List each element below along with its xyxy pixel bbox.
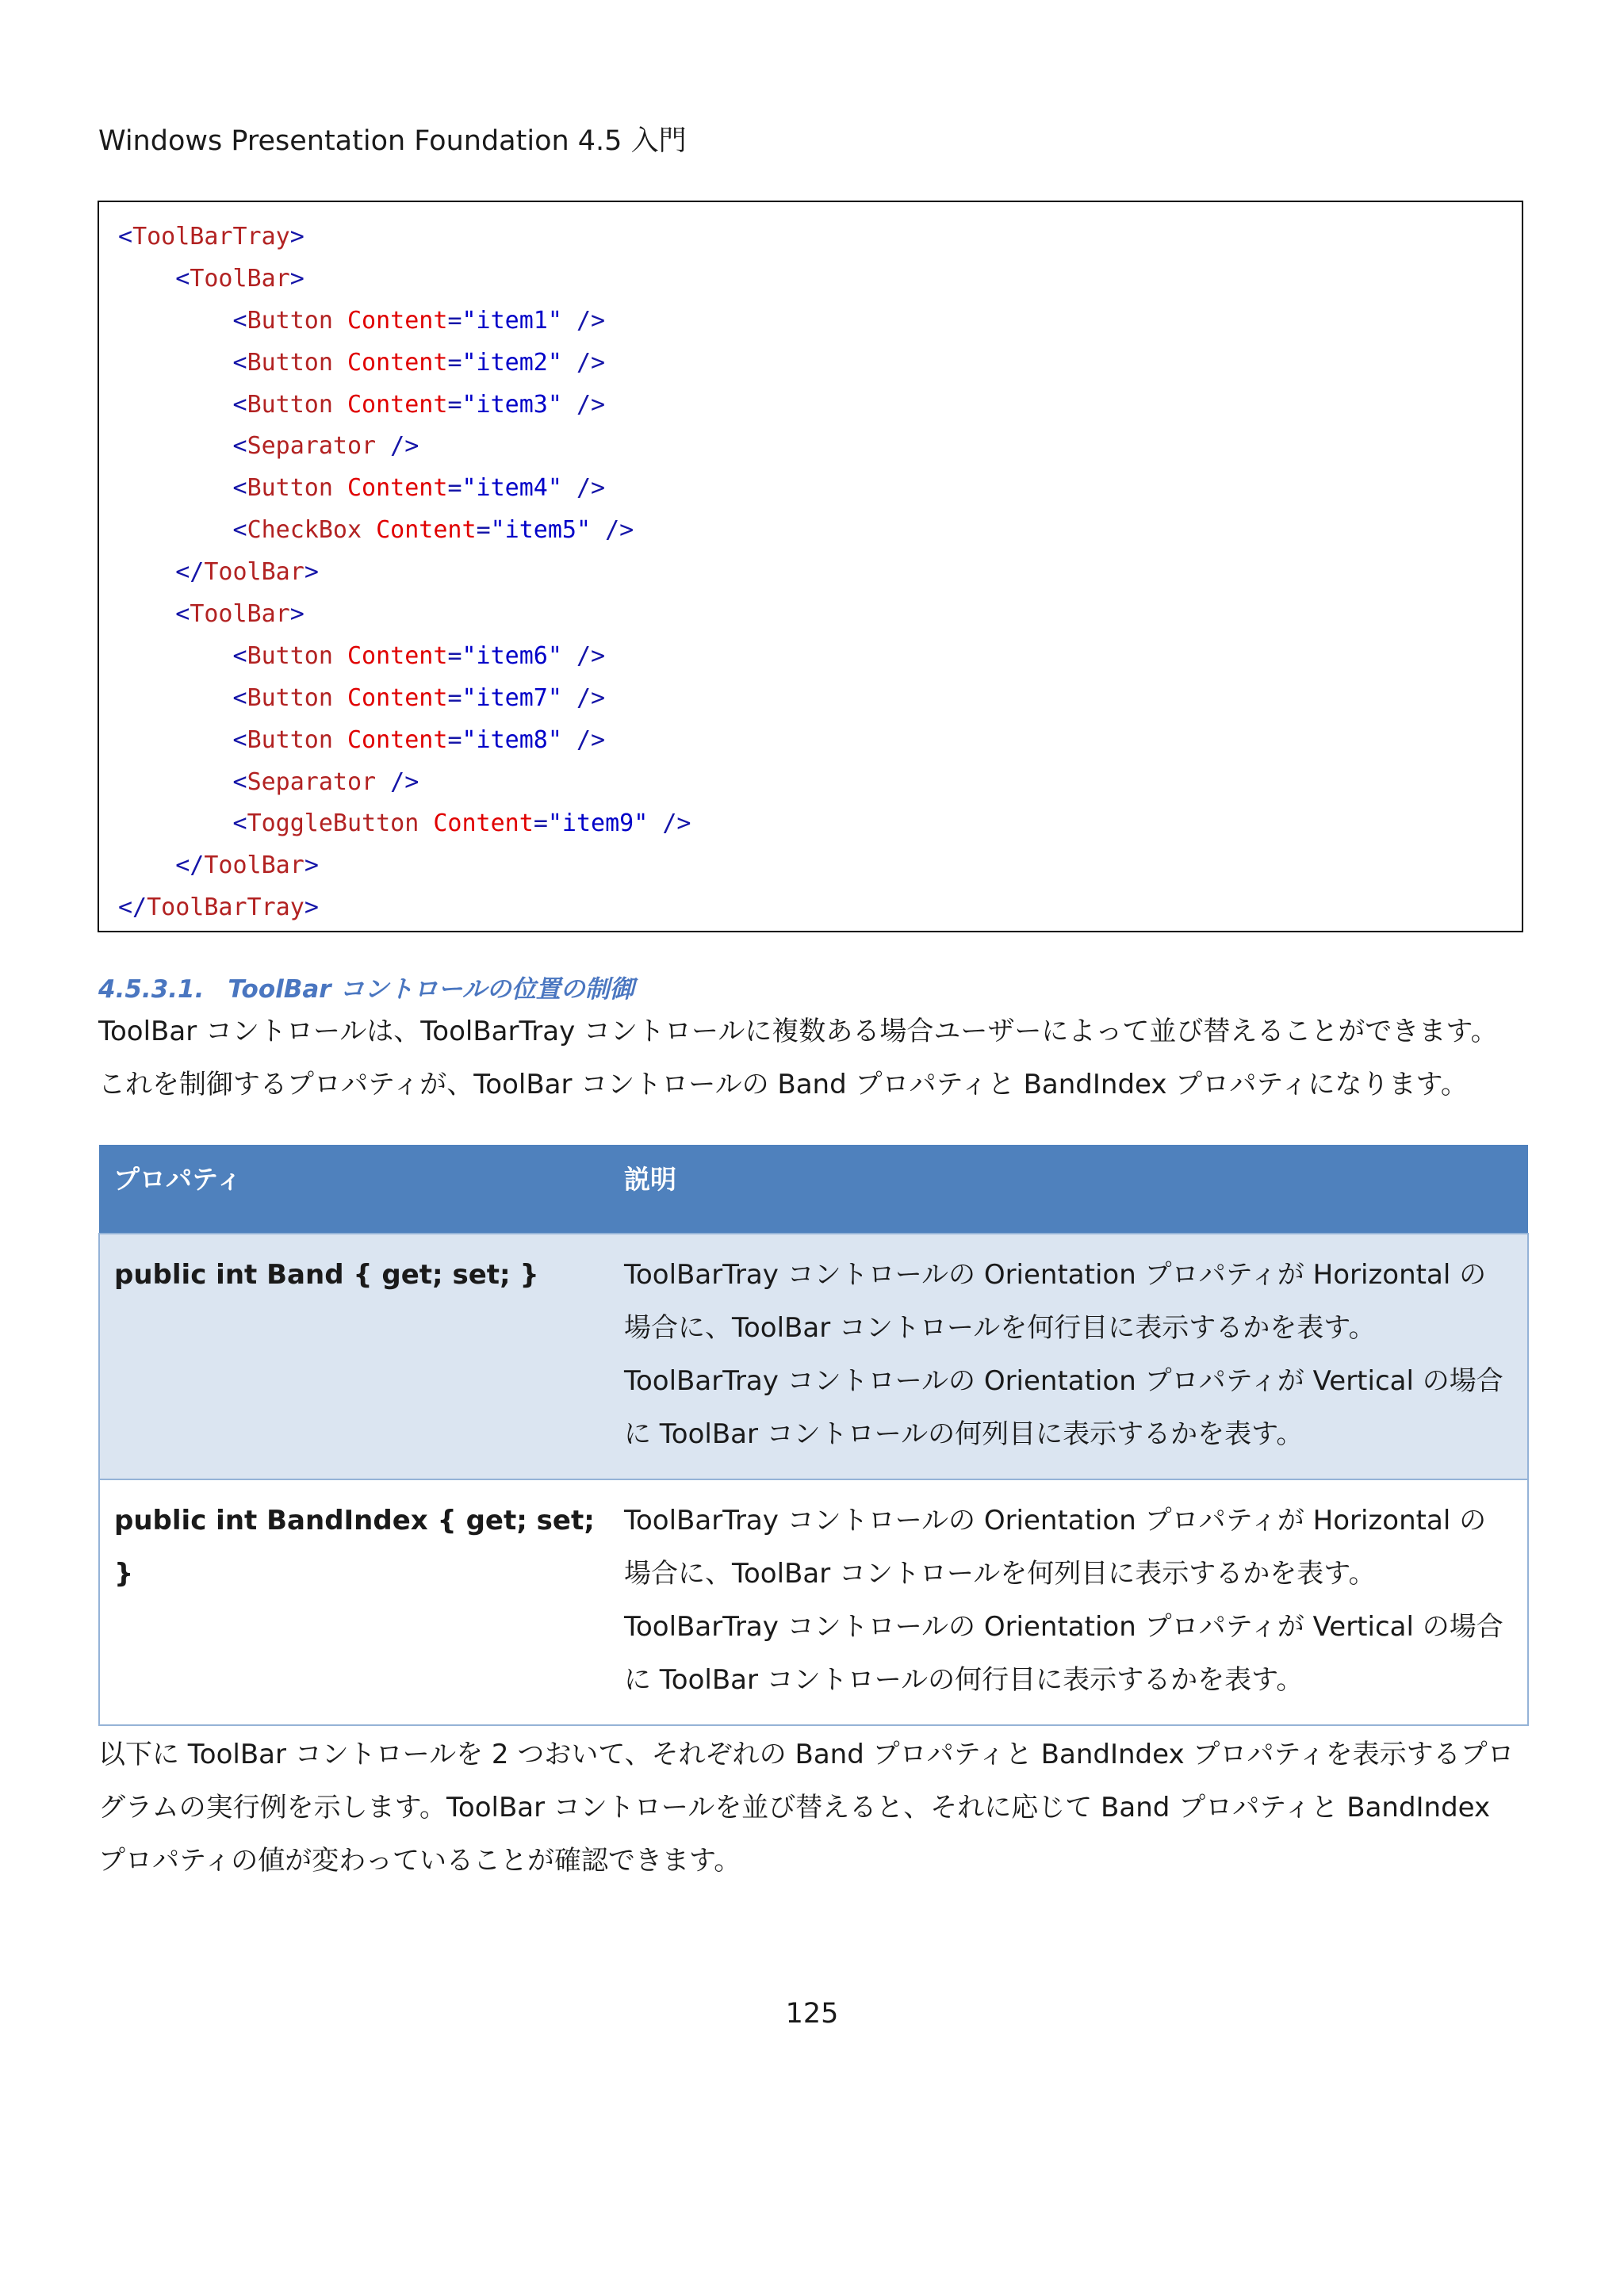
code-indent — [118, 265, 175, 293]
code-bracket: /> — [561, 306, 606, 335]
code-value: "item3" — [462, 390, 562, 419]
code-bracket: < — [232, 432, 247, 461]
code-attribute: Content — [332, 474, 448, 503]
description-line: に ToolBar コントロールの何行目に表示するかを表す。 — [624, 1664, 1304, 1696]
code-element-name: ToolBarTray — [132, 223, 290, 251]
code-element-name: Button — [247, 306, 333, 335]
code-line — [118, 342, 691, 385]
code-equals: = — [447, 641, 462, 670]
code-value: "item2" — [462, 348, 562, 377]
description-line: ToolBarTray コントロールの Orientation プロパティが Vertical の場合 — [624, 1365, 1503, 1397]
code-bracket: </ — [118, 894, 147, 922]
description-line: ToolBarTray コントロールの Orientation プロパティが Horizontal の — [624, 1505, 1487, 1536]
code-element-name: ToolBar — [204, 558, 304, 587]
code-bracket: < — [232, 348, 247, 377]
code-element-name: CheckBox — [247, 516, 362, 545]
description-line: に ToolBar コントロールの何列目に表示するかを表す。 — [624, 1418, 1304, 1450]
property-cell: public int Band { get; set; } — [99, 1234, 610, 1479]
code-attribute: Content — [332, 725, 448, 754]
code-line — [118, 426, 691, 468]
header-property: プロパティ — [99, 1145, 610, 1234]
code-bracket: /> — [376, 432, 419, 461]
code-bracket: < — [232, 474, 247, 503]
description-line: 場合に、ToolBar コントロールを何行目に表示するかを表す。 — [624, 1312, 1376, 1344]
outro-line: 以下に ToolBar コントロールを 2 つおいて、それぞれの Band プロパティと BandIndex プロパティを表示するプロ — [98, 1739, 1515, 1770]
code-indent — [118, 642, 233, 670]
code-line — [118, 552, 691, 594]
code-element-name: Button — [247, 474, 333, 503]
code-bracket: > — [304, 851, 319, 880]
code-indent — [118, 432, 233, 460]
code-line — [118, 216, 691, 258]
header-description: 説明 — [610, 1145, 1528, 1234]
code-bracket: > — [289, 264, 304, 293]
intro-line: これを制御するプロパティが、ToolBar コントロールの Band プロパティと BandIndex プロパティになります。 — [98, 1069, 1468, 1100]
code-indent — [118, 349, 233, 377]
code-element-name: Separator — [247, 432, 377, 461]
code-attribute: Content — [332, 683, 448, 712]
code-bracket: > — [304, 894, 319, 922]
code-bracket: </ — [175, 851, 205, 880]
code-bracket: < — [175, 264, 190, 293]
table-header-row — [99, 1145, 1528, 1234]
code-indent — [118, 809, 233, 837]
code-line — [118, 258, 691, 300]
code-value: "item6" — [462, 641, 562, 670]
code-bracket: /> — [561, 683, 606, 712]
code-element-name: Button — [247, 390, 333, 419]
code-bracket: < — [232, 641, 247, 670]
code-element-name: ToolBar — [190, 600, 290, 629]
code-indent — [118, 391, 233, 419]
code-bracket: < — [118, 223, 133, 251]
page-header: Windows Presentation Foundation 4.5 入門 — [98, 125, 687, 157]
section-title: ToolBar コントロールの位置の制御 — [228, 975, 634, 1004]
code-indent — [118, 768, 233, 796]
code-bracket: /> — [561, 474, 606, 503]
code-equals: = — [476, 516, 491, 545]
code-element-name: Button — [247, 725, 333, 754]
code-bracket: < — [232, 683, 247, 712]
code-value: "item5" — [490, 516, 592, 545]
code-line — [118, 845, 691, 887]
code-element-name: Button — [247, 641, 333, 670]
code-equals: = — [533, 809, 548, 838]
code-line — [118, 300, 691, 342]
code-equals: = — [447, 348, 462, 377]
description-line: ToolBarTray コントロールの Orientation プロパティが Horizontal の — [624, 1259, 1487, 1291]
code-value: "item9" — [547, 809, 649, 838]
description-line: 場合に、ToolBar コントロールを何列目に表示するかを表す。 — [624, 1558, 1376, 1590]
description-cell — [610, 1479, 1528, 1725]
code-bracket: > — [304, 558, 319, 587]
code-element-name: ToggleButton — [247, 809, 419, 838]
code-line — [118, 887, 691, 929]
section-heading — [98, 972, 634, 1007]
code-attribute: Content — [332, 306, 448, 335]
code-bracket: < — [232, 767, 247, 796]
code-equals: = — [447, 390, 462, 419]
code-line — [118, 594, 691, 636]
code-line — [118, 720, 691, 762]
code-indent — [118, 851, 175, 879]
code-line — [118, 762, 691, 804]
code-attribute: Content — [332, 348, 448, 377]
code-bracket: < — [232, 306, 247, 335]
outro-line: グラムの実行例を示します。ToolBar コントロールを並び替えると、それに応じて Band プロパティと BandIndex — [98, 1792, 1491, 1823]
code-bracket: /> — [648, 809, 691, 838]
code-indent — [118, 726, 233, 754]
table-row — [99, 1479, 1528, 1725]
code-bracket: /> — [561, 641, 606, 670]
code-indent — [118, 474, 233, 502]
code-attribute: Content — [332, 390, 448, 419]
code-attribute: Content — [419, 809, 534, 838]
code-line — [118, 803, 691, 845]
code-bracket: < — [232, 809, 247, 838]
code-value: "item1" — [462, 306, 562, 335]
code-element-name: ToolBarTray — [147, 894, 304, 922]
code-bracket: /> — [591, 516, 634, 545]
code-element-name: Button — [247, 683, 333, 712]
section-number: 4.5.3.1. — [98, 975, 205, 1004]
code-bracket: /> — [561, 390, 606, 419]
code-bracket: < — [232, 725, 247, 754]
intro-line: ToolBar コントロールは、ToolBarTray コントロールに複数ある場合ユーザーによって並び替えることができます。 — [98, 1016, 1498, 1047]
code-indent — [118, 307, 233, 335]
code-attribute: Content — [362, 516, 477, 545]
code-line — [118, 678, 691, 720]
code-element-name: ToolBar — [204, 851, 304, 880]
code-bracket: > — [289, 223, 304, 251]
code-bracket: < — [175, 600, 190, 629]
code-bracket: < — [232, 516, 247, 545]
code-attribute: Content — [332, 641, 448, 670]
code-equals: = — [447, 683, 462, 712]
code-indent — [118, 684, 233, 712]
outro-paragraph — [98, 1728, 1526, 1888]
code-bracket: </ — [175, 558, 205, 587]
code-equals: = — [447, 474, 462, 503]
code-bracket: /> — [561, 725, 606, 754]
code-line — [118, 510, 691, 552]
code-value: "item4" — [462, 474, 562, 503]
code-value: "item8" — [462, 725, 562, 754]
code-bracket: < — [232, 390, 247, 419]
code-line — [118, 468, 691, 510]
code-indent — [118, 516, 233, 544]
code-bracket: /> — [561, 348, 606, 377]
description-line: ToolBarTray コントロールの Orientation プロパティが Vertical の場合 — [624, 1611, 1503, 1643]
outro-line: プロパティの値が変わっていることが確認できます。 — [98, 1845, 741, 1877]
code-value: "item7" — [462, 683, 562, 712]
code-listing — [118, 216, 691, 929]
code-bracket: > — [289, 600, 304, 629]
property-cell: public int BandIndex { get; set; } — [99, 1479, 610, 1725]
code-equals: = — [447, 306, 462, 335]
table-row — [99, 1234, 1528, 1479]
code-indent — [118, 600, 175, 628]
code-line — [118, 385, 691, 427]
code-element-name: Separator — [247, 767, 377, 796]
property-table — [98, 1145, 1529, 1726]
page-number: 125 — [785, 1998, 839, 2030]
code-element-name: ToolBar — [190, 264, 290, 293]
description-cell — [610, 1234, 1528, 1479]
code-indent — [118, 558, 175, 586]
code-bracket: /> — [376, 767, 419, 796]
intro-paragraph — [98, 1005, 1526, 1112]
code-line — [118, 636, 691, 678]
code-equals: = — [447, 725, 462, 754]
code-element-name: Button — [247, 348, 333, 377]
code-block — [98, 201, 1523, 932]
